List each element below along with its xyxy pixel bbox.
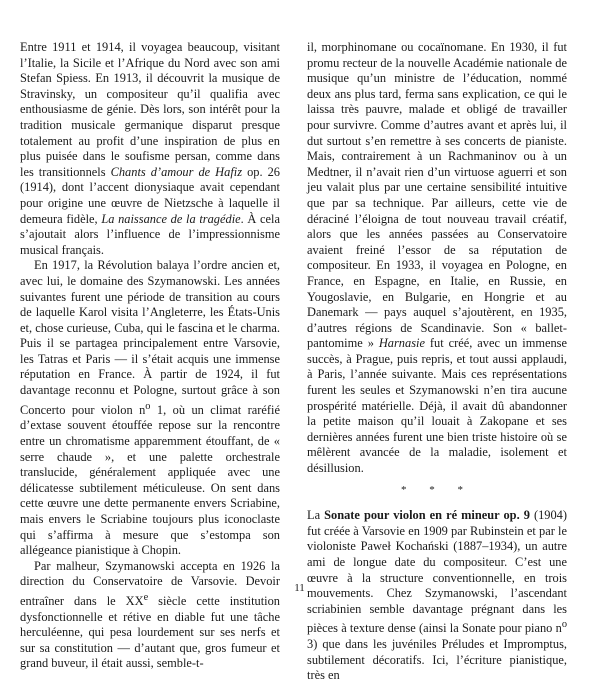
text-run: (1904) fut créée à Varsovie en 1909 par Rubinstein et par le violoniste Paweł Kochański (1887–1934), un autre ami de longue date du compositeur. C’est une œuvre à la structure conventionnelle, en trois mouvements. Chez Szymanowski, l’ascendant scriabinien semble davantage prégnant dans les pièces à texture dense (ainsi la Sonate pour piano n [307,508,567,636]
paragraph [20,559,280,672]
paragraph [307,40,567,477]
text-run: 1, où un climat raréfié d’extase souvent étouffée repose sur la rencontre entre un chromatisme apparemment étouffant, de « serre chaude », et une palette orchestrale translucide, généralement appliquée avec une délicatesse subtilement méticuleuse. On sent dans cette œuvre une dette permanente envers Scriabine, mais envers le Scriabine toujours plus iconoclaste qui s’affirma à mesure que s’estompa son allégeance pianistique à Chopin. [20,402,280,558]
section-divider: * * * [401,483,473,496]
paragraph [307,508,567,684]
work-heading: Sonate pour violon en ré mineur op. 9 [324,508,530,523]
text-run: siècle cette institution dysfonctionnelle et rétive en diable fut une tâche herculéenne, qui pesa lourdement sur ses nerfs et sur sa constitution — d’autant que, gros fumeur et grand buveur, il était aussi, semble-t- [20,594,280,671]
work-title: Chants d’amour de Hafiz [110,164,243,179]
superscript: e [143,591,149,603]
text-run: fut créé, avec un immense succès, à Prague, puis repris, et tout aussi applaudi, à Paris, l’année suivante. Mais ces représentations furent les seules et Szymanowski n’en tira aucune prospérité matérielle. Déjà, il avait dû abandonner la petite maison qu’il louait à Zakopane et ses dernières années furent une bien triste histoire où se mêlèrent avancée de la maladie, isolement et désillusion. [307,336,568,476]
superscript: o [145,400,151,412]
left-column [20,40,280,672]
text-run: Entre 1911 et 1914, il voyagea beaucoup, visitant l’Italie, la Sicile et l’Afrique du Nord avec son ami Stefan Spiess. En 1913, il découvrit la musique de Stravinsky, un compositeur qu’il qualifia avec enthousiasme de génie. Dès lors, son intérêt pour la tradition musicale germanique disparut presque totalement au profit d’une inspiration de plus en plus puisée dans le soufisme persan, comme dans les transitionnels [20,40,280,179]
superscript: o [561,619,567,631]
text-run: 3) que dans les juvéniles Préludes et Impromptus, subtilement décoratifs. Ici, l’écriture pianistique, très en [307,637,567,683]
work-title: Harnasie [378,336,425,351]
work-title: La naissance de la tragédie [101,211,241,226]
page-number: 11 [294,582,305,594]
paragraph [20,258,280,558]
text-run: op. 26 (1914), dont l’accent dionysiaque avait cependant pour origine une œuvre de Nietzsche à laquelle il demeura fidèle, [20,164,280,226]
text-run: . À cela s’ajoutait alors l’influence de l’impressionnisme musical français. [20,211,280,257]
paragraph [20,40,280,258]
text-run: Par malheur, Szymanowski accepta en 1926 la direction du Conservatoire de Varsovie. Devoir entraîner dans le XX [20,558,280,609]
text-run: En 1917, la Révolution balaya l’ordre ancien et, avec lui, le domaine des Szymanowski. Les années suivantes furent une période de transition au cours de laquelle Karol visita l’Angleterre, les États-Unis et, chose curieuse, Cuba, qui le fascina et le charma. Puis il se partagea principalement entre Varsovie, les Tatras et Paris — il s’était acquis une immense réputation en France. À partir de 1924, il fut davantage reconnu et Pologne, surtout grâce à son Concerto pour violon n [20,258,280,417]
text-run: La [307,508,325,523]
text-run: il, morphinomane ou cocaïnomane. En 1930, il fut promu recteur de la nouvelle Académie nationale de musique qu’un ministre de l’éducation, nommé deux ans plus tard, ferma sans explication, ce qui le laissa très pauvre, malade et obligé de travailler pour survivre. Comme d’autres avant et après lui, il dut surtout s’en remettre à ses concerts de pianiste. Mais, contrairement à un Rachmaninov ou à un Medtner, il n’avait rien d’un virtuose aguerri et son jeu valait plus par une certaine sensibilité intuitive que par sa technique. Par ailleurs, cette vie de déraciné l’éloigna de tout nouveau travail créatif, alors que les années passées au Conservatoire avaient freiné l’essor de sa réputation de compositeur. En 1933, il voyagea en Pologne, en France, en Espagne, en Italie, en Russie, en Yougoslavie, en Bulgarie, en Hongrie et au Danemark — pays auquel s’ajoutèrent, en 1935, d’autres régions de Scandinavie. Son « ballet-pantomime » [307,40,567,351]
